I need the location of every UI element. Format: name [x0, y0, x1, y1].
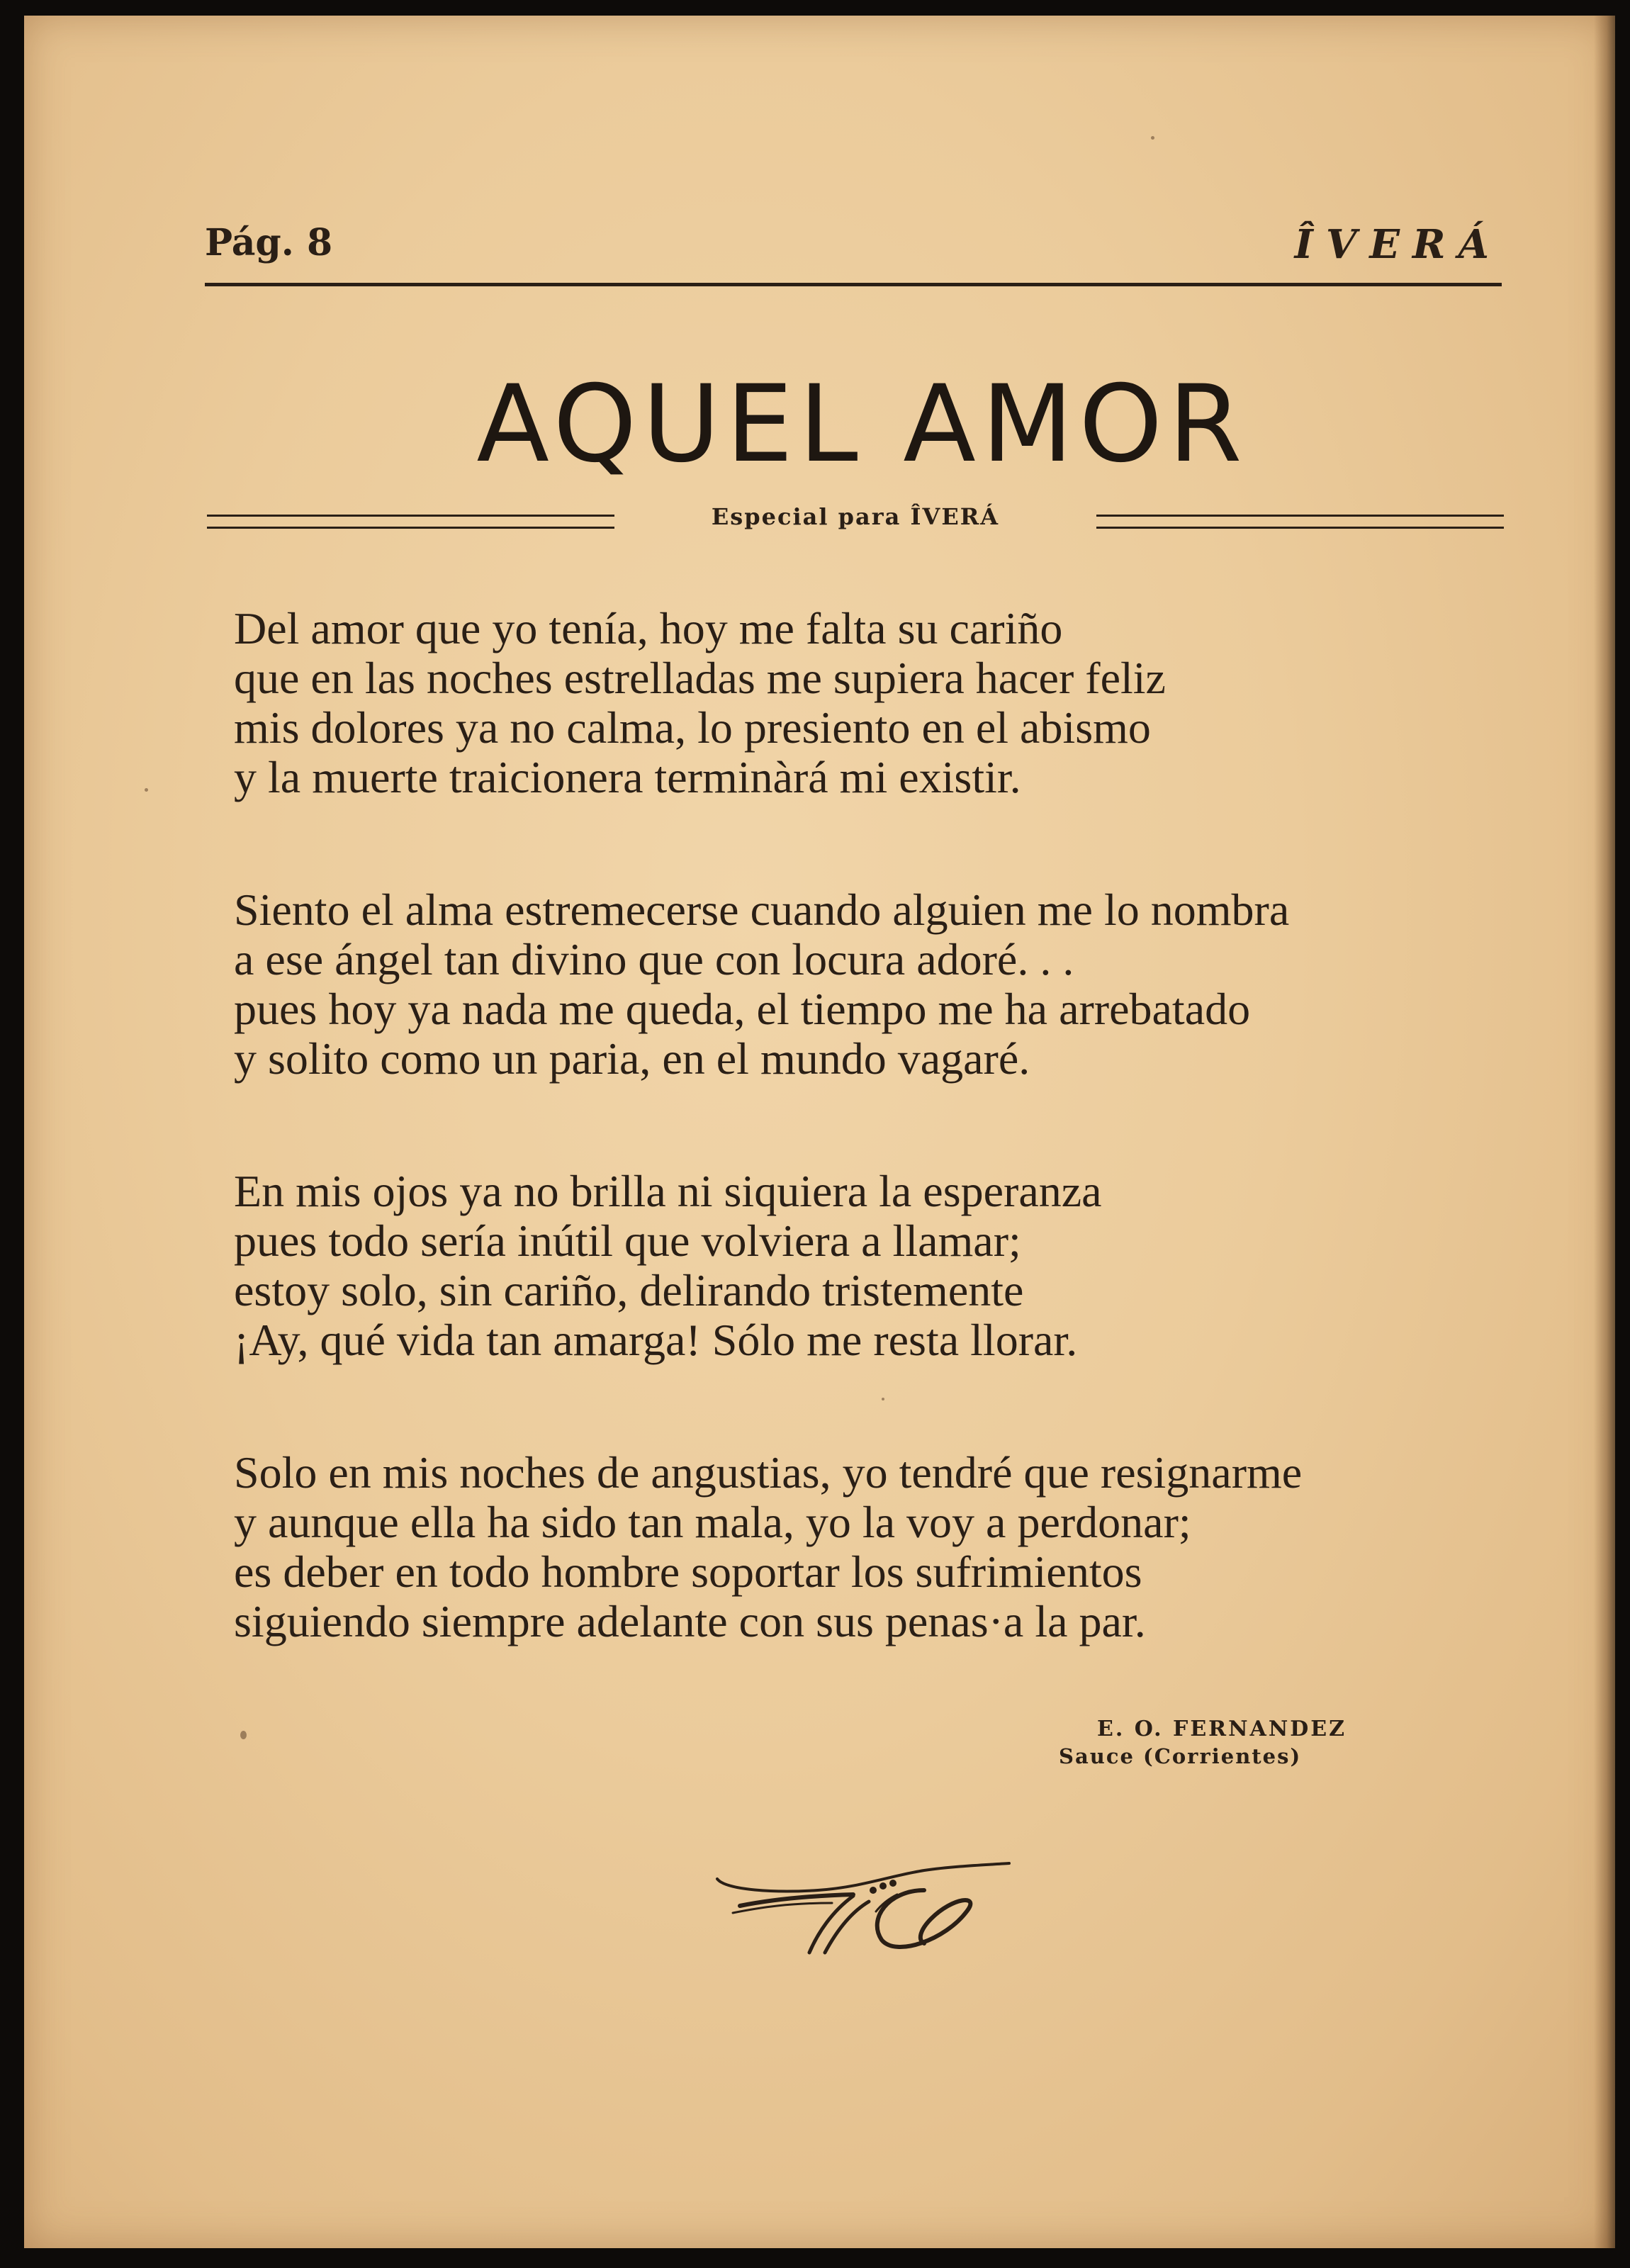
- poem-line: mis dolores ya no calma, lo presiento en el abismo: [234, 702, 1151, 753]
- article-title: AQUEL AMOR: [476, 363, 1248, 486]
- author-signature: [1059, 1715, 1347, 1769]
- right-double-rule: [1096, 515, 1504, 529]
- poem-line: que en las noches estrelladas me supiera hacer feliz: [234, 653, 1166, 703]
- poem-line: estoy solo, sin cariño, delirando tristemente: [234, 1265, 1024, 1315]
- paper-speck: [145, 788, 148, 792]
- stanza-4: [234, 1448, 1510, 1646]
- magazine-name: ÎVERÁ: [1294, 221, 1502, 268]
- author-place: Sauce (Corrientes): [1059, 1744, 1302, 1768]
- paper-speck: [1151, 136, 1154, 140]
- page-number: Pág. 8: [205, 221, 333, 264]
- poem-line: Solo en mis noches de angustias, yo tendré que resignarme: [234, 1447, 1303, 1498]
- poem-line: y solito como un paria, en el mundo vagaré.: [234, 1033, 1030, 1084]
- paper-speck: [882, 1398, 884, 1400]
- stanza-1: [234, 604, 1510, 802]
- poem-line: En mis ojos ya no brilla ni siquiera la esperanza: [234, 1166, 1102, 1216]
- paper-speck: [240, 1731, 247, 1739]
- poem-line: y aunque ella ha sido tan mala, yo la voy a perdonar;: [234, 1497, 1191, 1547]
- stanza-3: [234, 1167, 1510, 1365]
- poem-line: pues hoy ya nada me queda, el tiempo me ha arrebatado: [234, 984, 1251, 1034]
- page-edge-shadow: [1594, 16, 1615, 2248]
- poem-line: pues todo sería inútil que volviera a llamar;: [234, 1216, 1021, 1266]
- poem-line: es deber en todo hombre soportar los sufrimientos: [234, 1546, 1142, 1597]
- poem-line: y la muerte traicionera terminàrá mi existir.: [234, 752, 1021, 802]
- poem-line: Siento el alma estremecerse cuando alguien me lo nombra: [234, 885, 1290, 935]
- poem-line: a ese ángel tan divino que con locura adoré. . .: [234, 934, 1074, 984]
- article-subtitle: Especial para ÎVERÁ: [711, 503, 1000, 530]
- subtitle-row: [207, 503, 1504, 539]
- poem-line: Del amor que yo tenía, hoy me falta su cariño: [234, 603, 1063, 653]
- magazine-page: [24, 16, 1615, 2248]
- poem-body: [234, 604, 1510, 1729]
- author-name: E. O. FERNANDEZ: [1097, 1717, 1347, 1741]
- poem-line: siguiendo siempre adelante con sus penas·a la par.: [234, 1596, 1146, 1646]
- page-header: [205, 221, 1502, 278]
- flourish-ornament-icon: [712, 1862, 1016, 1982]
- stanza-2: [234, 885, 1510, 1084]
- poem-line: ¡Ay, qué vida tan amarga! Sólo me resta llorar.: [234, 1315, 1078, 1365]
- header-rule: [205, 283, 1502, 286]
